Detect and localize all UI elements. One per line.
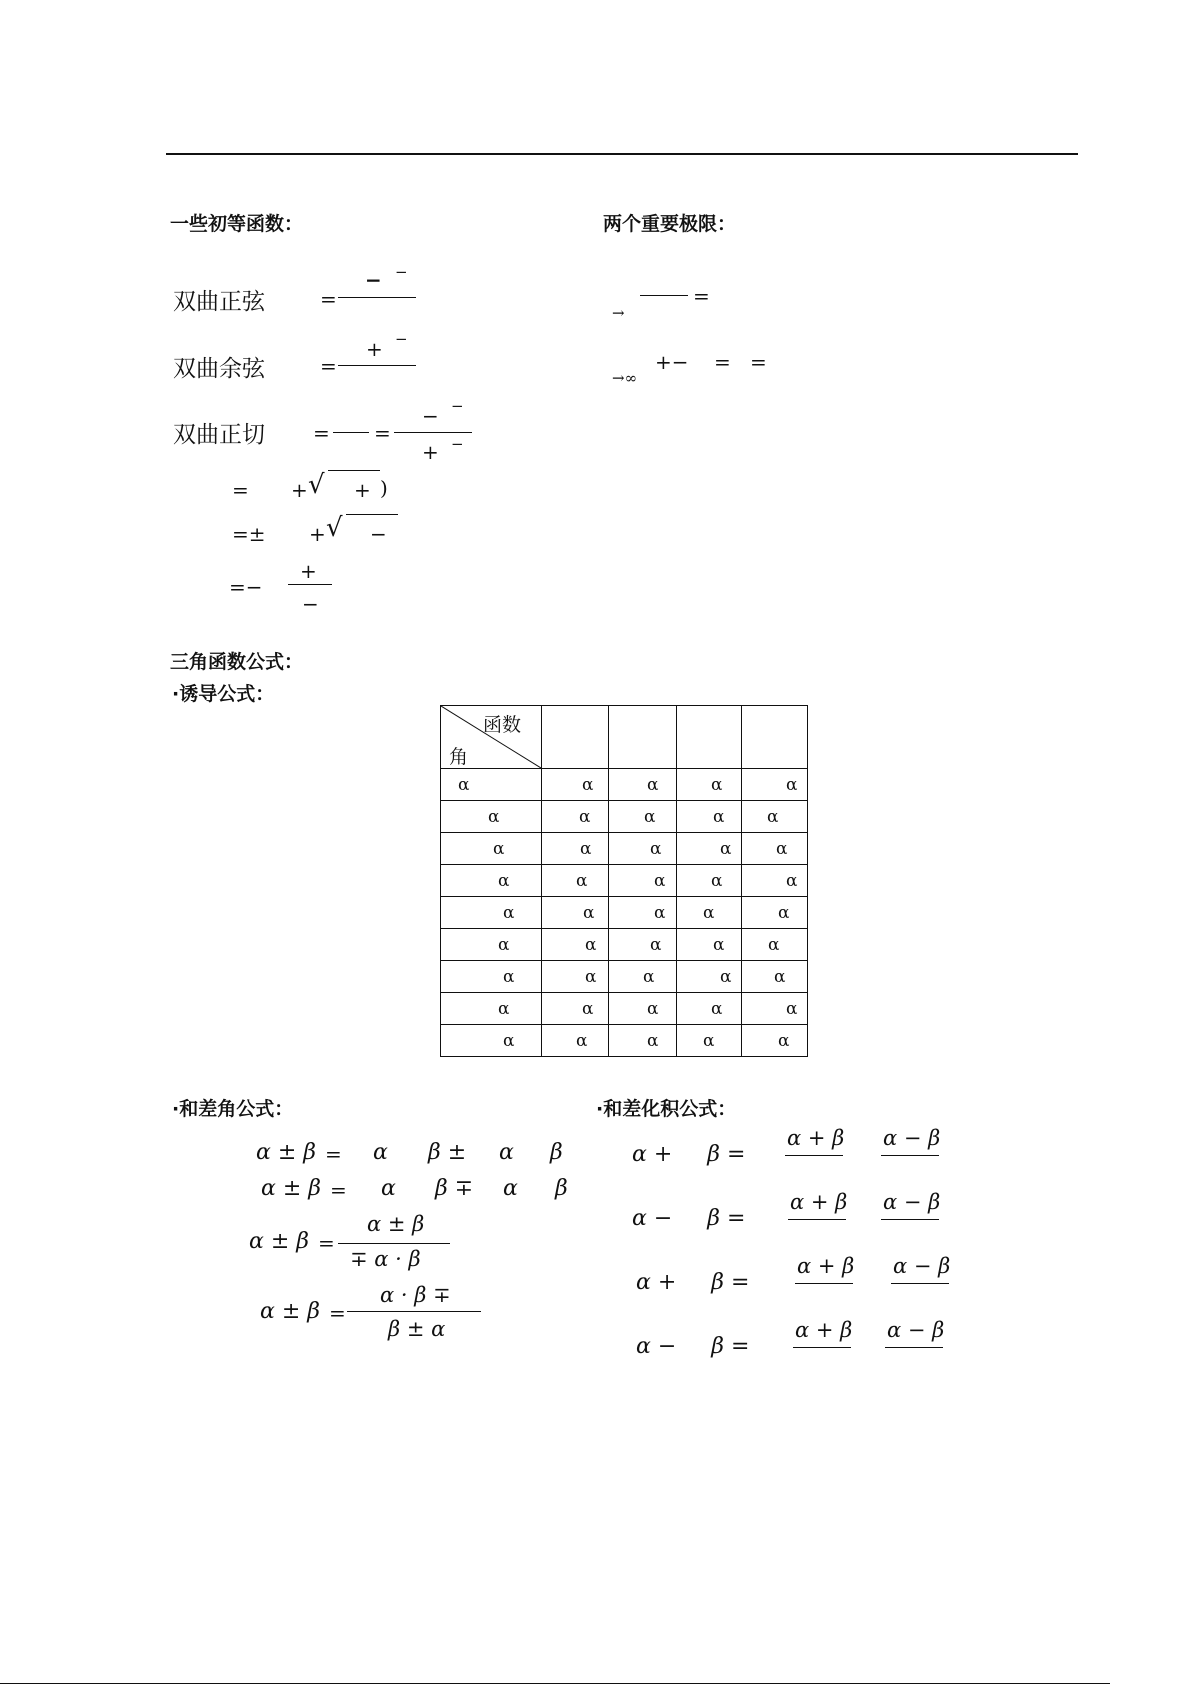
limit1-arrow: → [612, 304, 625, 322]
table-header-cell [609, 706, 677, 769]
sinh-num-exp: − [395, 263, 408, 281]
table-cell: α [579, 807, 591, 827]
sum-f1-a: α [373, 1140, 388, 1165]
limit1-fraction-bar [640, 295, 688, 296]
table-row [441, 961, 808, 993]
table-cell: α [580, 839, 592, 859]
table-cell: α [713, 935, 725, 955]
product-p4-bar1 [793, 1347, 851, 1348]
table-row [441, 1025, 808, 1057]
sum-f1-lhs: α ± β [256, 1140, 316, 1165]
table-cell: α [778, 903, 790, 923]
product-p1-bar2 [881, 1155, 939, 1156]
limit2-arrow: →∞ [612, 369, 638, 387]
sum-f3-eq: = [318, 1231, 335, 1255]
table-cell: α [644, 807, 656, 827]
limit1-eq: = [693, 284, 710, 308]
table-cell: α [654, 903, 666, 923]
product-p3-bar2 [891, 1283, 949, 1284]
sum-f3-fraction-bar [338, 1243, 450, 1244]
diagonal-header-function: 函数 [483, 714, 522, 736]
cosh-name: 双曲余弦 [173, 356, 265, 382]
product-p3-frac2: α − β [893, 1254, 951, 1278]
table-row [441, 769, 808, 801]
top-rule [166, 153, 1078, 155]
sum-f3-den: ∓ α · β [350, 1247, 421, 1271]
heading-important-limits: 两个重要极限： [603, 213, 737, 235]
arsinh-paren: ) [380, 476, 388, 500]
table-cell: α [711, 775, 723, 795]
table-cell: α [576, 1031, 588, 1051]
table-cell: α [503, 967, 515, 987]
product-p4-frac2: α − β [887, 1318, 945, 1342]
sum-f3-num: α ± β [367, 1212, 425, 1236]
table-cell: α [503, 1031, 515, 1051]
limit2-eq1: = [714, 350, 731, 374]
bottom-rule [0, 1683, 1110, 1684]
tanh-name: 双曲正切 [173, 422, 265, 448]
induction-table [440, 705, 808, 1057]
product-p4-bar2 [885, 1347, 943, 1348]
sum-f4-lhs: α ± β [260, 1299, 320, 1324]
table-cell: α [650, 935, 662, 955]
sum-f1-d: β [550, 1140, 563, 1165]
table-cell: α [583, 903, 595, 923]
cosh-num-op: + [366, 337, 383, 361]
product-p2-lhs: α − β = [632, 1206, 746, 1231]
sum-f1-b: β ± [428, 1140, 467, 1165]
sum-f4-num: α · β ∓ [380, 1283, 451, 1307]
product-p1-frac2: α − β [883, 1126, 941, 1150]
table-cell: α [458, 775, 470, 795]
cosh-fraction-bar [338, 365, 416, 366]
table-cell: α [774, 967, 786, 987]
heading-sum-difference-formulas: ·和差角公式： [172, 1098, 294, 1120]
table-cell: α [768, 935, 780, 955]
table-cell: α [786, 999, 798, 1019]
table-cell: α [776, 839, 788, 859]
arsinh-radical-bar [328, 470, 380, 471]
sum-f4-den: β ± α [388, 1317, 446, 1341]
arcosh-radical-bar [346, 514, 398, 515]
tanh-num-op: − [422, 404, 439, 428]
sum-f4-fraction-bar [347, 1311, 481, 1312]
table-cell: α [582, 775, 594, 795]
arsinh-plus: + [291, 478, 308, 502]
arcosh-inner-minus: − [370, 522, 387, 546]
sum-f3-lhs: α ± β [249, 1229, 309, 1254]
table-row [441, 801, 808, 833]
sum-f1-c: α [499, 1140, 514, 1165]
heading-elementary-functions: 一些初等函数： [170, 213, 304, 235]
tanh-den-exp: − [451, 435, 464, 453]
arcosh-eq: =± [232, 522, 266, 546]
sum-f2-c: α [503, 1176, 518, 1201]
sum-f4-eq: = [329, 1301, 346, 1325]
sum-f2-d: β [555, 1176, 568, 1201]
diagonal-header-angle: 角 [449, 746, 469, 768]
product-p3-frac1: α + β [797, 1254, 855, 1278]
product-p2-frac2: α − β [883, 1190, 941, 1214]
tanh-den-op: + [422, 440, 439, 464]
sum-f2-lhs: α ± β [261, 1176, 321, 1201]
table-cell: α [778, 1031, 790, 1051]
table-row [441, 929, 808, 961]
table-cell: α [493, 839, 505, 859]
table-cell: α [720, 839, 732, 859]
table-header-row [441, 706, 808, 769]
table-row [441, 833, 808, 865]
product-p3-lhs: α + β = [636, 1270, 750, 1295]
cosh-num-exp: − [395, 330, 408, 348]
cosh-eq: = [320, 354, 337, 378]
sum-f2-b: β ∓ [435, 1176, 474, 1201]
table-cell: α [488, 807, 500, 827]
table-cell: α [767, 807, 779, 827]
table-diagonal-header [441, 706, 542, 769]
product-p1-lhs: α + β = [632, 1142, 746, 1167]
artanh-den: − [302, 592, 319, 616]
product-p2-bar2 [881, 1219, 939, 1220]
table-cell: α [713, 807, 725, 827]
product-p1-bar1 [785, 1155, 843, 1156]
table-header-cell [677, 706, 742, 769]
table-cell: α [498, 999, 510, 1019]
product-p4-lhs: α − β = [636, 1334, 750, 1359]
table-cell: α [720, 967, 732, 987]
table-cell: α [786, 871, 798, 891]
table-cell: α [503, 903, 515, 923]
table-cell: α [498, 871, 510, 891]
artanh-fraction-bar [288, 584, 332, 585]
table-header-cell [542, 706, 609, 769]
product-p4-frac1: α + β [795, 1318, 853, 1342]
table-cell: α [711, 871, 723, 891]
arcosh-plus: + [309, 522, 326, 546]
product-p1-frac1: α + β [787, 1126, 845, 1150]
table-cell: α [647, 999, 659, 1019]
product-p2-bar1 [788, 1219, 846, 1220]
sum-f2-a: α [381, 1176, 396, 1201]
sum-f2-eq: = [330, 1178, 347, 1202]
heading-induction-formulas: ·诱导公式： [172, 683, 275, 705]
product-p3-bar1 [795, 1283, 853, 1284]
arcosh-radical: √ [326, 513, 343, 543]
sinh-name: 双曲正弦 [173, 289, 265, 315]
tanh-fraction-bar-2 [394, 432, 472, 433]
table-cell: α [585, 967, 597, 987]
table-header-cell [742, 706, 808, 769]
table-cell: α [643, 967, 655, 987]
table-cell: α [703, 903, 715, 923]
limit2-eq2: = [750, 350, 767, 374]
table-row [441, 865, 808, 897]
arsinh-inner-plus: + [354, 478, 371, 502]
tanh-eq2: = [374, 421, 391, 445]
sinh-fraction-bar [338, 297, 416, 298]
arsinh-radical: √ [308, 470, 325, 500]
product-p2-frac1: α + β [790, 1190, 848, 1214]
table-cell: α [585, 935, 597, 955]
sinh-eq: = [320, 287, 337, 311]
tanh-eq1: = [313, 421, 330, 445]
table-row [441, 993, 808, 1025]
sum-f1-eq: = [325, 1142, 342, 1166]
table-cell: α [647, 775, 659, 795]
table-cell: α [654, 871, 666, 891]
table-cell: α [576, 871, 588, 891]
table-cell: α [650, 839, 662, 859]
table-row [441, 897, 808, 929]
tanh-num-exp: − [451, 397, 464, 415]
limit2-plus-minus: +− [655, 350, 689, 374]
artanh-num: + [300, 559, 317, 583]
table-cell: α [703, 1031, 715, 1051]
heading-sum-to-product-formulas: ·和差化积公式： [596, 1098, 737, 1120]
sinh-num-op: − [365, 268, 382, 292]
table-cell: α [498, 935, 510, 955]
artanh-eq: =− [229, 575, 263, 599]
tanh-fraction-bar-1 [333, 432, 369, 433]
table-cell: α [647, 1031, 659, 1051]
table-cell: α [711, 999, 723, 1019]
table-cell: α [582, 999, 594, 1019]
heading-trig-formulas: 三角函数公式： [170, 651, 304, 673]
arsinh-eq: = [232, 478, 249, 502]
table-cell: α [786, 775, 798, 795]
